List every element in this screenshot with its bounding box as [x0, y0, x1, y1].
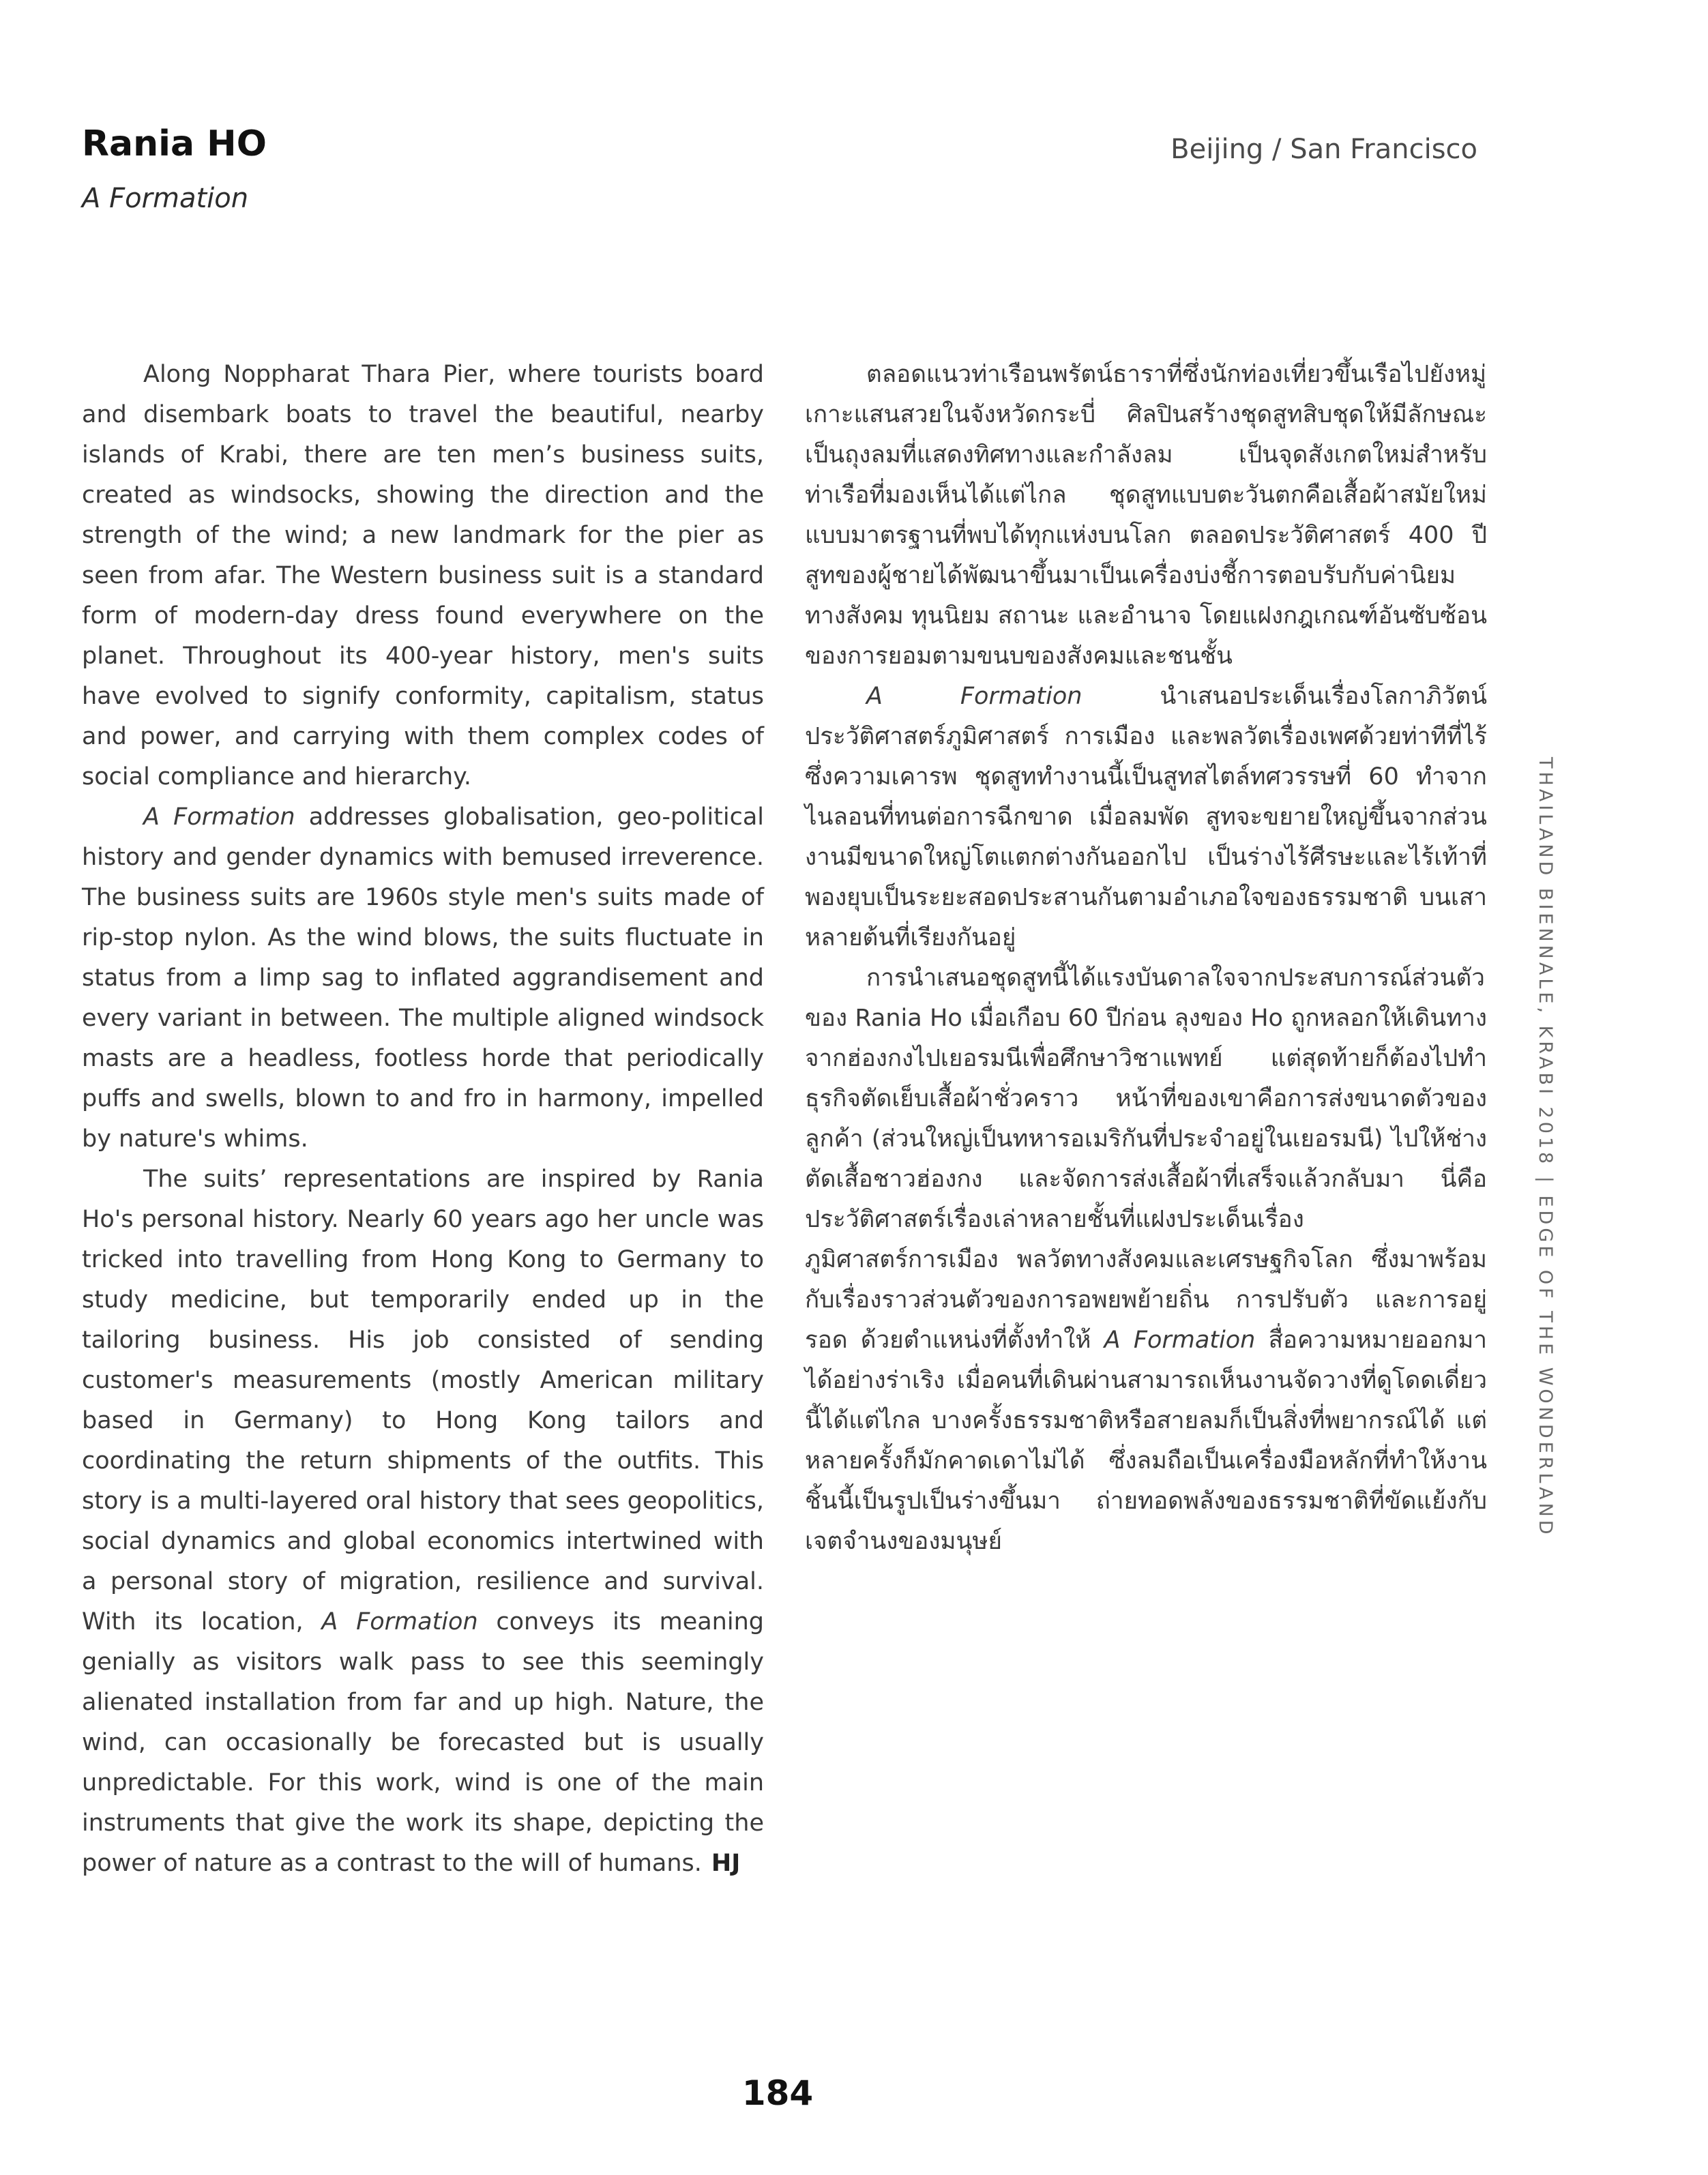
- thai-paragraph-3: [805, 958, 1487, 1562]
- english-paragraph-2-text: addresses globalisation, geo-political history and gender dynamics with bemused irreverence. The business suits are 1960s style men's suits made of rip-stop nylon. As the wind blows, the suits fluctuate in status from a limp sag to inflated aggrandisement and every variant in between. The multiple aligned windsock masts are a headless, footless horde that periodically puffs and swells, blown to and fro in harmony, impelled by nature's whims.: [82, 803, 764, 1153]
- thai-paragraph-3-work-title: A Formation: [1104, 1327, 1256, 1354]
- english-paragraph-1: [82, 355, 764, 797]
- english-text-column: [82, 355, 764, 1884]
- english-paragraph-2: [82, 797, 764, 1159]
- artist-location: Beijing / San Francisco: [1170, 134, 1477, 165]
- english-paragraph-3: [82, 1159, 764, 1884]
- thai-paragraph-3-text-b: สื่อความหมายออกมาได้อย่างร่าเริง เมื่อคนที่เดินผ่านสามารถเห็นงานจัดวางที่ดูโดดเดี่ยวนี้ได้แต่ไกล บางครั้งธรรมชาติหรือสายลมก็เป็นสิ่งที่พยากรณ์ได้ แต่หลายครั้งก็มักคาดเดาไม่ได้ ซึ่งลมถือเป็นเครื่องมือหลักที่ทำให้งานชิ้นนี้เป็นรูปเป็นร่างขึ้นมา ถ่ายทอดพลังของธรรมชาติที่ขัดแย้งกับเจตจำนงของมนุษย์: [805, 1327, 1488, 1555]
- thai-text-column: [805, 355, 1487, 1562]
- page-number: 184: [741, 2073, 814, 2113]
- thai-paragraph-1-text: ตลอดแนวท่าเรือนพรัตน์ธาราที่ซึ่งนักท่องเที่ยวขึ้นเรือไปยังหมู่เกาะแสนสวยในจังหวัดกระบี่ ศิลปินสร้างชุดสูทสิบชุดให้มีลักษณะเป็นถุงลมที่แสดงทิศทางและกำลังลม เป็นจุดสังเกตใหม่สำหรับท่าเรือที่มองเห็นได้แต่ไกล ชุดสูทแบบตะวันตกคือเสื้อผ้าสมัยใหม่แบบมาตรฐานที่พบได้ทุกแห่งบนโลก ตลอดประวัติศาสตร์ 400 ปี สูทของผู้ชายได้พัฒนาขึ้นมาเป็นเครื่องบ่งชี้การตอบรับกับค่านิยมทางสังคม ทุนนิยม สถานะ และอำนาจ โดยแฝงกฎเกณฑ์อันซับซ้อนของการยอมตามขนบของสังคมและชนชั้น: [805, 361, 1487, 670]
- artist-name: Rania HO: [82, 123, 267, 164]
- thai-paragraph-3-text-a: การนำเสนอชุดสูทนี้ได้แรงบันดาลใจจากประสบการณ์ส่วนตัวของ Rania Ho เมื่อเกือบ 60 ปีก่อน ลุงของ Ho ถูกหลอกให้เดินทางจากฮ่องกงไปเยอรมนีเพื่อศึกษาวิชาแพทย์ แต่สุดท้ายก็ต้องไปทำธุรกิจตัดเย็บเสื้อผ้าชั่วคราว หน้าที่ของเขาคือการส่งขนาดตัวของลูกค้า (ส่วนใหญ่เป็นทหารอเมริกันที่ประจำอยู่ในเยอรมนี) ไปให้ช่างตัดเสื้อชาวฮ่องกง และจัดการส่งเสื้อผ้าที่เสร็จแล้วกลับมา นี่คือประวัติศาสตร์เรื่องเล่าหลายชั้นที่แฝงประเด็นเรื่องภูมิศาสตร์การเมือง พลวัตทางสังคมและเศรษฐกิจโลก ซึ่งมาพร้อมกับเรื่องราวส่วนตัวของการอพยพย้ายถิ่น การปรับตัว และการอยู่รอด ด้วยตำแหน่งที่ตั้งทำให้: [805, 964, 1487, 1354]
- english-paragraph-3-text-b: conveys its meaning genially as visitors walk pass to see this seemingly alienated installation from far and up high. Nature, the wind, can occasionally be forecasted but is usually unpredictable. For this work, wind is one of the main instruments that give the work its shape, depicting the power of nature as a contrast to the will of humans.: [82, 1608, 764, 1877]
- author-signature: HJ: [711, 1850, 741, 1877]
- thai-paragraph-1: [805, 355, 1487, 677]
- english-paragraph-3-text-a: The suits’ representations are inspired by Rania Ho's personal history. Nearly 60 years ago her uncle was tricked into travelling from Hong Kong to Germany to study medicine, but temporarily ended up in the tailoring business. His job consisted of sending customer's measurements (mostly American military based in Germany) to Hong Kong tailors and coordinating the return shipments of the outfits. This story is a multi-layered oral history that sees geopolitics, social dynamics and global economics intertwined with a personal story of migration, resilience and survival. With its location,: [82, 1166, 764, 1636]
- work-title: A Formation: [82, 183, 249, 214]
- english-paragraph-2-work-title: A Formation: [143, 803, 295, 831]
- vertical-running-footer: THAILAND BIENNALE, KRABI 2018 | EDGE OF THE WONDERLAND: [1535, 757, 1556, 1538]
- thai-paragraph-2-text: นำเสนอประเด็นเรื่องโลกาภิวัตน์ ประวัติศาสตร์ภูมิศาสตร์ การเมือง และพลวัตเรื่องเพศด้วยท่าทีที่ไร้ซึ่งความเคารพ ชุดสูททำงานนี้เป็นสูทสไตล์ทศวรรษที่ 60 ทำจากไนลอนที่ทนต่อการฉีกขาด เมื่อลมพัด สูทจะขยายใหญ่ขึ้นจากส่วนงานมีขนาดใหญ่โตแตกต่างกันออกไป เป็นร่างไร้ศีรษะและไร้เท้าที่พองยุบเป็นระยะสอดประสานกันตามอำเภอใจของธรรมชาติ บนเสาหลายต้นที่เรียงกันอยู่: [805, 683, 1487, 951]
- english-paragraph-1-text: Along Noppharat Thara Pier, where tourists board and disembark boats to travel the beautiful, nearby islands of Krabi, there are ten men’s business suits, created as windsocks, showing the direction and the strength of the wind; a new landmark for the pier as seen from afar. The Western business suit is a standard form of modern-day dress found everywhere on the planet. Throughout its 400-year history, men's suits have evolved to signify conformity, capitalism, status and power, and carrying with them complex codes of social compliance and hierarchy.: [82, 361, 764, 790]
- english-paragraph-3-work-title: A Formation: [321, 1608, 478, 1636]
- thai-paragraph-2-work-title: A Formation: [866, 683, 1083, 710]
- thai-paragraph-2: [805, 677, 1487, 958]
